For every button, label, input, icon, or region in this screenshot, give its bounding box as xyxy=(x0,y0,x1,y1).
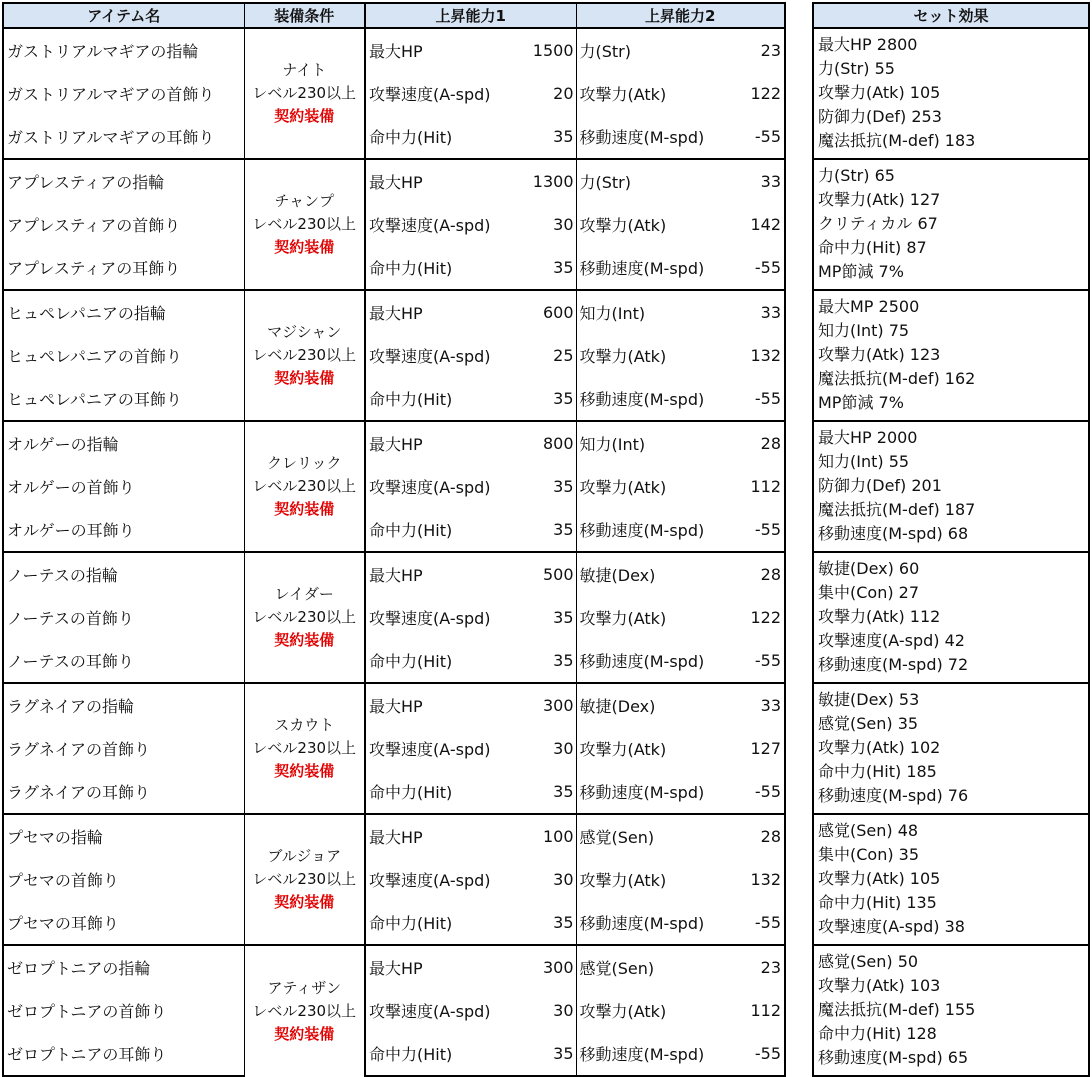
stat1-label: 命中力(Hit) xyxy=(365,1032,517,1076)
header-stat1: 上昇能力1 xyxy=(365,3,576,28)
stat2-label: 攻撃力(Atk) xyxy=(579,347,667,366)
set-effect-line: 攻撃速度(A-spd) 38 xyxy=(818,917,965,936)
level-requirement: レベル230以上 xyxy=(252,870,357,888)
item-name: アプレスティアの指輪 xyxy=(3,159,244,203)
stat1-value: 600 xyxy=(517,290,576,334)
item-name: ゼロプトニアの首飾り xyxy=(3,989,244,1032)
set-effect-table xyxy=(812,2,1090,1077)
item-name: ヒュペレパニアの首飾り xyxy=(3,334,244,377)
stat2-label: 攻撃力(Atk) xyxy=(579,740,667,759)
stat2-label: 力(Str) xyxy=(576,28,728,72)
set-effect-line: 攻撃力(Atk) 105 xyxy=(818,869,941,888)
set-effect-cell xyxy=(813,683,1089,814)
stat1-label: 最大HP xyxy=(365,421,517,465)
contract-equipment-label: 契約装備 xyxy=(274,762,335,780)
set-effect-cell xyxy=(813,28,1089,159)
level-requirement: レベル230以上 xyxy=(252,346,357,364)
stat2-value: 132 xyxy=(728,334,785,377)
stat1-value: 35 xyxy=(517,639,576,683)
contract-equipment-label: 契約装備 xyxy=(274,500,335,518)
set-effect-line: 最大HP 2000 xyxy=(818,428,918,447)
item-name: オルゲーの耳飾り xyxy=(3,508,244,552)
stat1-label: 最大HP xyxy=(365,28,517,72)
stat2-value: 112 xyxy=(728,989,785,1032)
stat2-value: -55 xyxy=(728,115,785,159)
header-row xyxy=(3,3,785,28)
stat1-value: 30 xyxy=(517,203,576,246)
table-row xyxy=(3,159,785,203)
table-row xyxy=(3,770,785,814)
header-item-name: アイテム名 xyxy=(3,3,244,28)
table-row xyxy=(3,203,785,246)
set-effect-line: 感覚(Sen) 35 xyxy=(818,714,919,733)
table-row xyxy=(3,465,785,508)
job-class: ナイト xyxy=(282,61,327,79)
item-name: プセマの耳飾り xyxy=(3,901,244,945)
equip-condition xyxy=(244,814,365,945)
set-effect-cell xyxy=(813,421,1089,552)
stat2-label: 移動速度(M-spd) xyxy=(576,770,728,814)
level-requirement: レベル230以上 xyxy=(252,739,357,757)
set-effect-line: 命中力(Hit) 135 xyxy=(818,893,937,912)
stat1-value: 35 xyxy=(517,508,576,552)
job-class: クレリック xyxy=(267,454,342,472)
set-effect-row xyxy=(813,159,1089,290)
job-class: チャンプ xyxy=(274,192,335,210)
stat2-value: 28 xyxy=(728,421,785,465)
stat2-value: 28 xyxy=(728,814,785,858)
table-row xyxy=(3,377,785,421)
equip-condition xyxy=(244,421,365,552)
item-name: ノーテスの指輪 xyxy=(3,552,244,596)
set-effect-line: 移動速度(M-spd) 76 xyxy=(818,786,969,805)
stat2-value: 122 xyxy=(728,72,785,115)
stat2-value: -55 xyxy=(728,377,785,421)
equip-condition xyxy=(244,159,365,290)
set-effect-line: 力(Str) 65 xyxy=(818,166,895,185)
set-effect-line: 攻撃力(Atk) 102 xyxy=(818,738,941,757)
stat1-label: 攻撃速度(A-spd) xyxy=(369,478,491,497)
level-requirement: レベル230以上 xyxy=(252,84,357,102)
stat1-label: 攻撃速度(A-spd) xyxy=(369,1002,491,1021)
stat1-label: 攻撃速度(A-spd) xyxy=(369,347,491,366)
stat2-value: -55 xyxy=(728,1032,785,1076)
header-set-effect: セット効果 xyxy=(813,3,1089,28)
table-row xyxy=(3,989,785,1032)
stat1-value: 35 xyxy=(517,115,576,159)
stat1-label: 最大HP xyxy=(365,290,517,334)
stat1-label: 命中力(Hit) xyxy=(365,377,517,421)
item-name: ガストリアルマギアの首飾り xyxy=(3,72,244,115)
table-row xyxy=(3,683,785,727)
set-effect-line: クリティカル 67 xyxy=(818,214,938,233)
stat1-value: 30 xyxy=(517,727,576,770)
contract-equipment-label: 契約装備 xyxy=(274,893,335,911)
set-effect-line: 最大HP 2800 xyxy=(818,35,918,54)
set-effect-line: 力(Str) 55 xyxy=(818,59,895,78)
stat2-label: 知力(Int) xyxy=(576,290,728,334)
set-effect-row xyxy=(813,421,1089,552)
equip-condition xyxy=(244,945,365,1076)
stat2-label: 攻撃力(Atk) xyxy=(579,85,667,104)
table-row xyxy=(3,28,785,72)
item-name: オルゲーの首飾り xyxy=(3,465,244,508)
set-effect-line: 集中(Con) 35 xyxy=(818,845,920,864)
stat1-value: 35 xyxy=(517,596,576,639)
contract-equipment-label: 契約装備 xyxy=(274,238,335,256)
equip-condition xyxy=(244,290,365,421)
set-effect-line: 敏捷(Dex) 53 xyxy=(818,690,920,709)
stat2-label: 移動速度(M-spd) xyxy=(576,115,728,159)
contract-equipment-label: 契約装備 xyxy=(274,631,335,649)
stat2-label: 敏捷(Dex) xyxy=(576,683,728,727)
table-row xyxy=(3,115,785,159)
set-effect-line: 攻撃速度(A-spd) 42 xyxy=(818,631,965,650)
job-class: スカウト xyxy=(274,716,335,734)
stat2-label: 移動速度(M-spd) xyxy=(576,1032,728,1076)
set-effect-line: 敏捷(Dex) 60 xyxy=(818,559,920,578)
set-effect-body xyxy=(813,28,1089,1076)
stat2-label: 攻撃力(Atk) xyxy=(579,478,667,497)
item-name: ガストリアルマギアの耳飾り xyxy=(3,115,244,159)
stat1-value: 35 xyxy=(517,465,576,508)
item-name: プセマの首飾り xyxy=(3,858,244,901)
table-row xyxy=(3,901,785,945)
stat2-label: 攻撃力(Atk) xyxy=(579,1002,667,1021)
stat2-label: 感覚(Sen) xyxy=(576,814,728,858)
stat2-value: 127 xyxy=(728,727,785,770)
equip-condition xyxy=(244,28,365,159)
set-effect-line: 攻撃力(Atk) 123 xyxy=(818,345,941,364)
set-effect-line: 命中力(Hit) 185 xyxy=(818,762,937,781)
stat2-value: 23 xyxy=(728,28,785,72)
set-effect-cell xyxy=(813,552,1089,683)
set-effect-line: 攻撃力(Atk) 103 xyxy=(818,976,941,995)
set-effect-line: 感覚(Sen) 48 xyxy=(818,821,919,840)
stat1-value: 300 xyxy=(517,945,576,989)
set-effect-cell xyxy=(813,945,1089,1076)
stat2-label: 攻撃力(Atk) xyxy=(579,871,667,890)
set-effect-line: 移動速度(M-spd) 68 xyxy=(818,524,969,543)
stat1-label: 命中力(Hit) xyxy=(365,770,517,814)
stat2-label: 移動速度(M-spd) xyxy=(576,508,728,552)
item-name: ラグネイアの耳飾り xyxy=(3,770,244,814)
table-row xyxy=(3,421,785,465)
contract-equipment-label: 契約装備 xyxy=(274,107,335,125)
set-effect-line: 攻撃力(Atk) 105 xyxy=(818,83,941,102)
stat2-label: 移動速度(M-spd) xyxy=(576,377,728,421)
stat1-value: 300 xyxy=(517,683,576,727)
stat2-label: 攻撃力(Atk) xyxy=(579,216,667,235)
item-table-body xyxy=(3,28,785,1076)
stat1-value: 35 xyxy=(517,1032,576,1076)
level-requirement: レベル230以上 xyxy=(252,1001,357,1020)
set-effect-line: 命中力(Hit) 87 xyxy=(818,238,927,257)
set-effect-line: 集中(Con) 27 xyxy=(818,583,920,602)
stat2-value: 33 xyxy=(728,159,785,203)
set-effect-line: 感覚(Sen) 50 xyxy=(818,952,919,971)
table-row xyxy=(3,246,785,290)
stat1-value: 35 xyxy=(517,901,576,945)
equip-condition xyxy=(244,683,365,814)
set-effect-row xyxy=(813,683,1089,814)
stat1-value: 25 xyxy=(517,334,576,377)
stat2-label: 敏捷(Dex) xyxy=(576,552,728,596)
set-effect-line: 魔法抵抗(M-def) 155 xyxy=(818,1000,976,1019)
item-name: アプレスティアの耳飾り xyxy=(3,246,244,290)
stat2-value: 122 xyxy=(728,596,785,639)
job-class: レイダー xyxy=(274,585,334,603)
stat1-value: 20 xyxy=(517,72,576,115)
set-effect-line: 知力(Int) 55 xyxy=(818,452,910,471)
job-class: マジシャン xyxy=(267,323,342,341)
set-effect-row xyxy=(813,290,1089,421)
item-name: ゼロプトニアの耳飾り xyxy=(3,1032,244,1076)
stat2-value: -55 xyxy=(728,770,785,814)
set-effect-line: MP節減 7% xyxy=(818,262,904,281)
stat1-value: 35 xyxy=(517,770,576,814)
stat2-label: 移動速度(M-spd) xyxy=(576,901,728,945)
stat2-value: 132 xyxy=(728,858,785,901)
item-table xyxy=(2,2,786,1077)
stat1-label: 命中力(Hit) xyxy=(365,639,517,683)
set-effect-line: 魔法抵抗(M-def) 162 xyxy=(818,369,976,388)
stat2-value: -55 xyxy=(728,508,785,552)
stat1-label: 最大HP xyxy=(365,552,517,596)
stat1-label: 攻撃速度(A-spd) xyxy=(369,871,491,890)
set-effect-line: 魔法抵抗(M-def) 183 xyxy=(818,131,976,150)
item-name: ヒュペレパニアの指輪 xyxy=(3,290,244,334)
item-name: ノーテスの首飾り xyxy=(3,596,244,639)
table-row xyxy=(3,72,785,115)
stat2-value: -55 xyxy=(728,901,785,945)
set-effect-line: MP節減 7% xyxy=(818,393,904,412)
job-class: アティザン xyxy=(267,978,341,997)
stat2-value: 112 xyxy=(728,465,785,508)
set-effect-line: 知力(Int) 75 xyxy=(818,321,910,340)
set-effect-line: 命中力(Hit) 128 xyxy=(818,1024,937,1043)
table-row xyxy=(3,814,785,858)
level-requirement: レベル230以上 xyxy=(252,215,357,233)
stat1-label: 攻撃速度(A-spd) xyxy=(369,85,491,104)
table-row xyxy=(3,639,785,683)
item-name: ノーテスの耳飾り xyxy=(3,639,244,683)
item-name: プセマの指輪 xyxy=(3,814,244,858)
stat2-label: 移動速度(M-spd) xyxy=(576,246,728,290)
stat2-value: 142 xyxy=(728,203,785,246)
stat1-value: 1300 xyxy=(517,159,576,203)
item-name: ガストリアルマギアの指輪 xyxy=(3,28,244,72)
table-row xyxy=(3,727,785,770)
stat1-label: 命中力(Hit) xyxy=(365,901,517,945)
stat1-label: 最大HP xyxy=(365,945,517,989)
set-effect-line: 最大MP 2500 xyxy=(818,297,920,316)
stat1-value: 100 xyxy=(517,814,576,858)
stat2-label: 感覚(Sen) xyxy=(576,945,728,989)
stat1-value: 30 xyxy=(517,989,576,1032)
set-header-row xyxy=(813,3,1089,28)
stat1-value: 30 xyxy=(517,858,576,901)
table-row xyxy=(3,334,785,377)
stat1-value: 35 xyxy=(517,246,576,290)
stat2-label: 移動速度(M-spd) xyxy=(576,639,728,683)
set-effect-row xyxy=(813,28,1089,159)
table-row xyxy=(3,1032,785,1076)
stat2-value: -55 xyxy=(728,639,785,683)
table-row xyxy=(3,290,785,334)
stat2-label: 力(Str) xyxy=(576,159,728,203)
stat1-value: 500 xyxy=(517,552,576,596)
set-effect-line: 攻撃力(Atk) 112 xyxy=(818,607,941,626)
stat1-value: 800 xyxy=(517,421,576,465)
level-requirement: レベル230以上 xyxy=(252,477,357,495)
set-effect-line: 防御力(Def) 253 xyxy=(818,107,942,126)
header-stat2: 上昇能力2 xyxy=(576,3,785,28)
item-name: ラグネイアの首飾り xyxy=(3,727,244,770)
equip-condition xyxy=(244,552,365,683)
contract-equipment-label: 契約装備 xyxy=(274,1024,335,1043)
level-requirement: レベル230以上 xyxy=(252,608,357,626)
stat1-label: 最大HP xyxy=(365,159,517,203)
table-row xyxy=(3,945,785,989)
set-effect-line: 移動速度(M-spd) 72 xyxy=(818,655,969,674)
set-effect-row xyxy=(813,552,1089,683)
stat1-label: 攻撃速度(A-spd) xyxy=(369,740,491,759)
stat2-value: 33 xyxy=(728,290,785,334)
set-effect-line: 魔法抵抗(M-def) 187 xyxy=(818,500,976,519)
stat1-value: 1500 xyxy=(517,28,576,72)
stat2-label: 知力(Int) xyxy=(576,421,728,465)
stat2-value: 23 xyxy=(728,945,785,989)
table-row xyxy=(3,858,785,901)
stat2-value: 28 xyxy=(728,552,785,596)
item-name: アプレスティアの首飾り xyxy=(3,203,244,246)
stat1-label: 命中力(Hit) xyxy=(365,246,517,290)
stat1-label: 最大HP xyxy=(365,814,517,858)
stat1-label: 攻撃速度(A-spd) xyxy=(369,216,491,235)
table-row xyxy=(3,508,785,552)
set-effect-cell xyxy=(813,159,1089,290)
stat2-value: -55 xyxy=(728,246,785,290)
table-row xyxy=(3,596,785,639)
stat1-label: 最大HP xyxy=(365,683,517,727)
stat1-label: 命中力(Hit) xyxy=(365,115,517,159)
set-effect-row xyxy=(813,814,1089,945)
item-name: ゼロプトニアの指輪 xyxy=(3,945,244,989)
header-equip-condition: 装備条件 xyxy=(244,3,365,28)
set-effect-cell xyxy=(813,814,1089,945)
table-row xyxy=(3,552,785,596)
stat1-value: 35 xyxy=(517,377,576,421)
set-effect-line: 防御力(Def) 201 xyxy=(818,476,942,495)
stat1-label: 攻撃速度(A-spd) xyxy=(369,609,491,628)
job-class: ブルジョア xyxy=(267,847,342,865)
item-name: ラグネイアの指輪 xyxy=(3,683,244,727)
stat2-value: 33 xyxy=(728,683,785,727)
item-name: オルゲーの指輪 xyxy=(3,421,244,465)
stat2-label: 攻撃力(Atk) xyxy=(579,609,667,628)
set-effect-row xyxy=(813,945,1089,1076)
item-name: ヒュペレパニアの耳飾り xyxy=(3,377,244,421)
set-effect-line: 攻撃力(Atk) 127 xyxy=(818,190,941,209)
set-effect-line: 移動速度(M-spd) 65 xyxy=(818,1048,969,1067)
contract-equipment-label: 契約装備 xyxy=(274,369,335,387)
set-effect-cell xyxy=(813,290,1089,421)
stat1-label: 命中力(Hit) xyxy=(365,508,517,552)
